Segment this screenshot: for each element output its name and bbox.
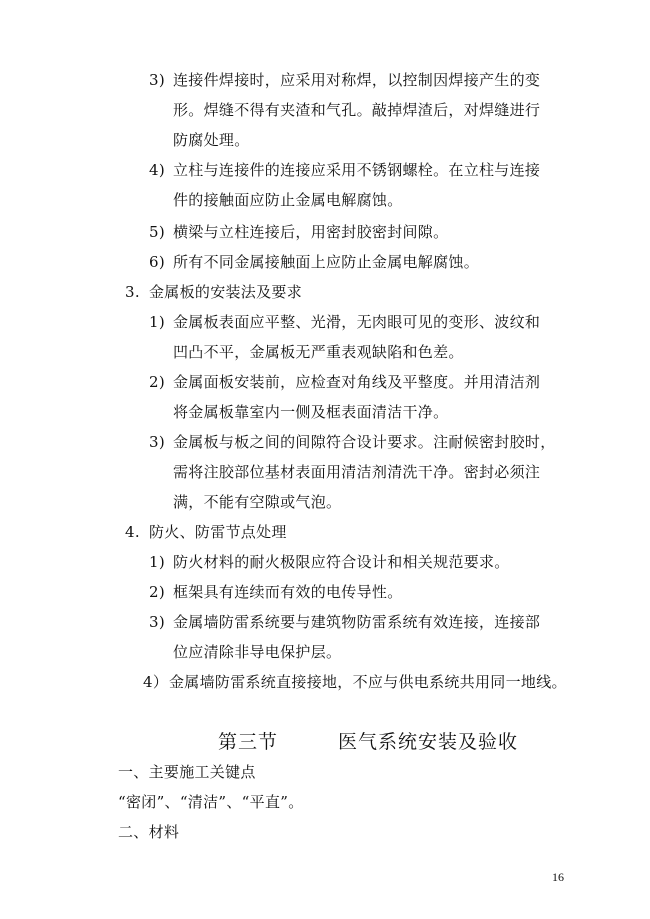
list-item-1-line-2: 凹凸不平，金属板无严重表观缺陷和色差。 (173, 343, 464, 361)
list-item-3b-line-3: 满，不能有空隙或气泡。 (173, 493, 342, 511)
item-number: 3) (149, 433, 165, 451)
key-points-text: “密闭”、“清洁”、“平直”。 (118, 793, 304, 811)
section-title: 防火、防雷节点处理 (149, 523, 287, 541)
list-item-2-line-2: 将金属板靠室内一侧及框表面清洁干净。 (173, 403, 449, 421)
list-item-6-line-1 (149, 252, 479, 272)
list-item-3c-line-1 (149, 612, 540, 632)
list-item-1b-line-1 (149, 552, 510, 572)
item-text: 所有不同金属接触面上应防止金属电解腐蚀。 (173, 253, 480, 271)
item-text: 框架具有连续而有效的电传导性。 (173, 583, 403, 601)
list-item-4-line-1 (149, 160, 540, 180)
list-item-4-line-2: 件的接触面应防止金属电解腐蚀。 (173, 191, 403, 209)
item-text: 金属板表面应平整、光滑，无肉眼可见的变形、波纹和 (173, 313, 541, 331)
list-item-2b-line-1 (149, 582, 403, 602)
item-number: 2) (149, 373, 165, 391)
item-text: 金属面板安装前，应检查对角线及平整度。并用清洁剂 (173, 373, 541, 391)
item-number: 1) (149, 313, 165, 331)
item-number: 6) (149, 253, 165, 271)
section-4-title (125, 522, 287, 542)
list-item-5-line-1 (149, 222, 448, 242)
item-number: 1) (149, 553, 165, 571)
item-number: 3) (149, 71, 165, 89)
list-item-3-line-2: 形。焊缝不得有夹渣和气孔。敲掉焊渣后，对焊缝进行 (173, 101, 541, 119)
item-text: 连接件焊接时，应采用对称焊，以控制因焊接产生的变 (173, 71, 541, 89)
item-text: 金属墙防雷系统直接接地，不应与供电系统共用同一地线。 (169, 673, 567, 691)
section-heading-label: 第三节 (218, 731, 279, 753)
item-number: 3) (149, 613, 165, 631)
list-item-3-line-3: 防腐处理。 (173, 131, 250, 149)
item-text: 金属板与板之间的间隙符合设计要求。注耐候密封胶时， (173, 433, 556, 451)
item-number: 5) (149, 223, 165, 241)
section-title: 金属板的安装法及要求 (149, 283, 303, 301)
list-item-3c-line-2: 位应清除非导电保护层。 (173, 643, 342, 661)
list-item-4b-line-1 (143, 672, 567, 692)
item-text: 金属墙防雷系统要与建筑物防雷系统有效连接，连接部 (173, 613, 541, 631)
section-number: 4. (125, 523, 140, 541)
item-number: 4) (149, 161, 165, 179)
section-heading (218, 730, 518, 754)
section-heading-title: 医气系统安装及验收 (338, 731, 519, 753)
list-item-2-line-1 (149, 372, 540, 392)
item-number: 4） (143, 673, 169, 691)
list-item-3-line-1 (149, 70, 540, 90)
list-item-3b-line-2: 需将注胶部位基材表面用清洁剂清洗干净。密封必须注 (173, 463, 541, 481)
list-item-1-line-1 (149, 312, 540, 332)
item-text: 立柱与连接件的连接应采用不锈钢螺栓。在立柱与连接 (173, 161, 541, 179)
item-text: 横梁与立柱连接后，用密封胶密封间隙。 (173, 223, 449, 241)
list-item-3b-line-1 (149, 432, 556, 452)
section-number: 3. (125, 283, 140, 301)
subheading-key-points: 一、主要施工关键点 (118, 763, 256, 781)
subheading-materials: 二、材料 (118, 823, 180, 841)
item-text: 防火材料的耐火极限应符合设计和相关规范要求。 (173, 553, 510, 571)
item-number: 2) (149, 583, 165, 601)
page-number: 16 (552, 870, 564, 884)
section-3-title (125, 282, 302, 302)
